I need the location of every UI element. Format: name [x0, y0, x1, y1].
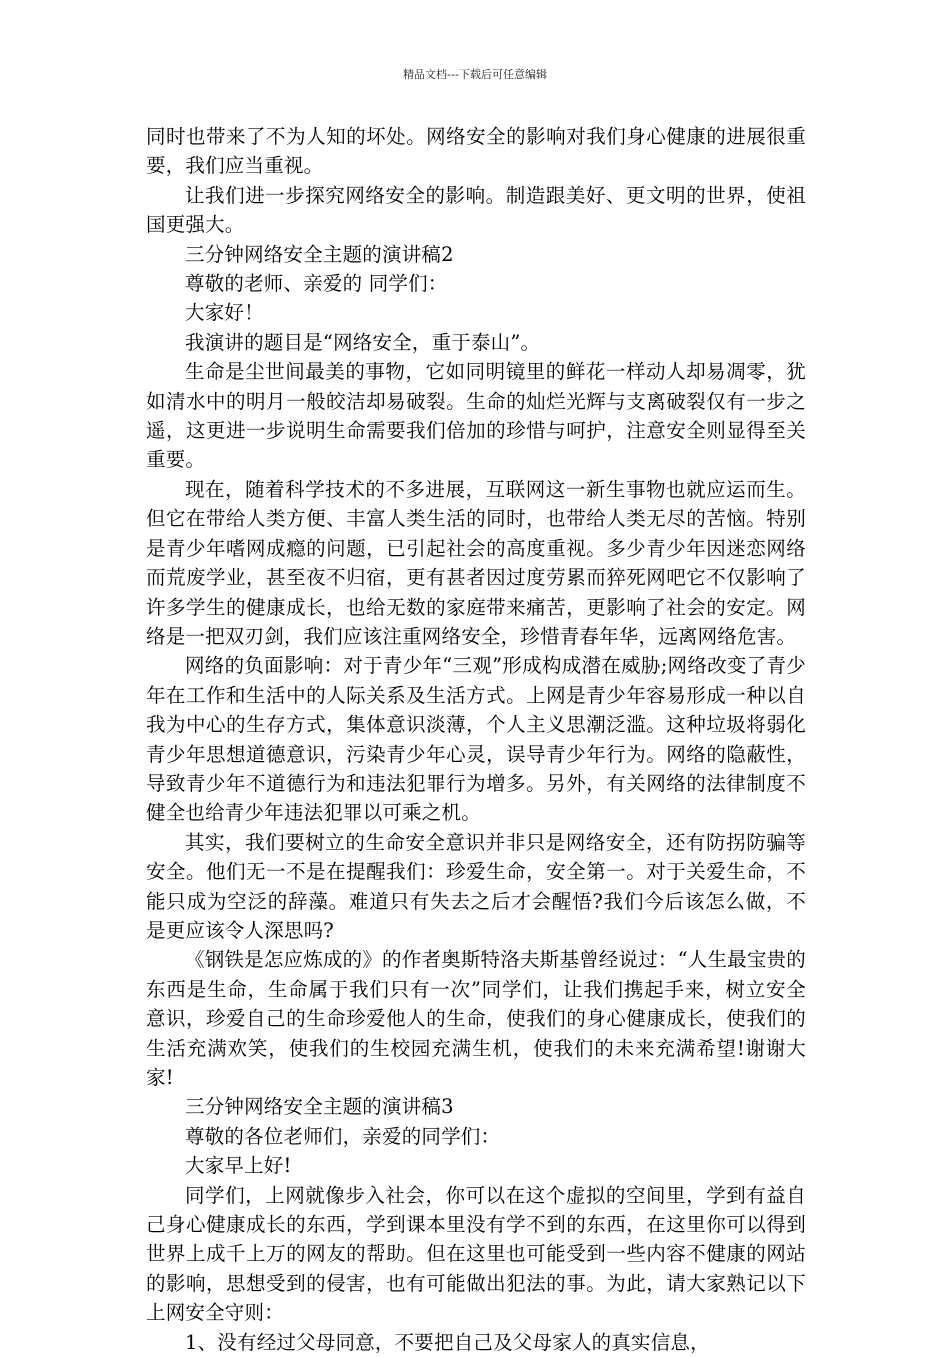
paragraph: 同时也带来了不为人知的坏处。网络安全的影响对我们身心健康的进展很重要，我们应当重视。 — [146, 125, 806, 178]
paragraph: 三分钟网络安全主题的演讲稿3 — [185, 1095, 454, 1119]
paragraph: 现在，随着科学技术的不多进展，互联网这一新生事物也就应运而生。但它在带给人类方便、丰富人类生活的同时，也带给人类无尽的苦恼。特别是青少年嗜网成瘾的问题，已引起社会的高度重视。多少青少年因迷恋网络而荒废学业，甚至夜不归宿，更有甚者因过度劳累而猝死网吧它不仅影响了许多学生的健康成长，也给无数的家庭带来痛苦，更影响了社会的安定。网络是一把双刃剑，我们应该注重网络安全，珍惜青春年华，远离网络危害。 — [146, 477, 806, 648]
paragraph: 网络的负面影响：对于青少年“三观”形成构成潜在威胁;网络改变了青少年在工作和生活中的人际关系及生活方式。上网是青少年容易形成一种以自我为中心的生存方式，集体意识淡薄，个人主义思潮泛滥。这种垃圾将弱化青少年思想道德意识，污染青少年心灵，误导青少年行为。网络的隐蔽性，导致青少年不道德行为和违法犯罪行为增多。另外，有关网络的法律制度不健全也给青少年违法犯罪以可乘之机。 — [146, 654, 806, 825]
paragraph: 大家好！ — [185, 301, 264, 325]
paragraph: 其实，我们要树立的生命安全意识并非只是网络安全，还有防拐防骗等安全。他们无一不是在提醒我们：珍爱生命，安全第一。对于关爱生命，不能只成为空泛的辞藻。难道只有失去之后才会醒悟?我们今后该怎么做，不是更应该令人深思吗? — [146, 830, 806, 942]
paragraph: 我演讲的题目是“网络安全，重于泰山”。 — [185, 330, 541, 354]
paragraph: 《钢铁是怎应炼成的》的作者奥斯特洛夫斯基曾经说过：“人生最宝贵的东西是生命，生命属于我们只有一次”同学们，让我们携起手来，树立安全意识，珍爱自己的生命珍爱他人的生命，使我们的身心健康成长，使我们的生活充满欢笑，使我们的生校园充满生机，使我们的未来充满希望!谢谢大家! — [146, 948, 806, 1089]
paragraph: 让我们进一步探究网络安全的影响。制造跟美好、更文明的世界，使祖国更强大。 — [146, 183, 806, 237]
paragraph: 同学们，上网就像步入社会，你可以在这个虚拟的空间里，学到有益自己身心健康成长的东西，学到课本里没有学不到的东西，在这里你可以得到世界上成千上万的网友的帮助。但在这里也可能受到一些内容不健康的网站的影响，思想受到的侵害，也有可能做出犯法的事。为此，请大家熟记以下上网安全守则： — [146, 1183, 806, 1325]
paragraph: 1、没有经过父母同意，不要把自己及父母家人的真实信息， — [185, 1330, 710, 1354]
paragraph: 大家早上好! — [185, 1154, 292, 1178]
paragraph: 生命是尘世间最美的事物，它如同明镜里的鲜花一样动人却易凋零，犹如清水中的明月一般皎洁却易破裂。生命的灿烂光辉与支离破裂仅有一步之遥，这更进一步说明生命需要我们倍加的珍惜与呵护，注意安全则显得至关重要。 — [146, 360, 806, 472]
paragraph: 尊敬的老师、亲爱的 同学们： — [185, 272, 448, 296]
document-body — [146, 122, 806, 1357]
paragraph: 尊敬的各位老师们，亲爱的同学们： — [185, 1124, 501, 1148]
page-header: 精品文档---下载后可任意编辑 — [403, 68, 547, 81]
paragraph: 三分钟网络安全主题的演讲稿2 — [185, 242, 454, 266]
